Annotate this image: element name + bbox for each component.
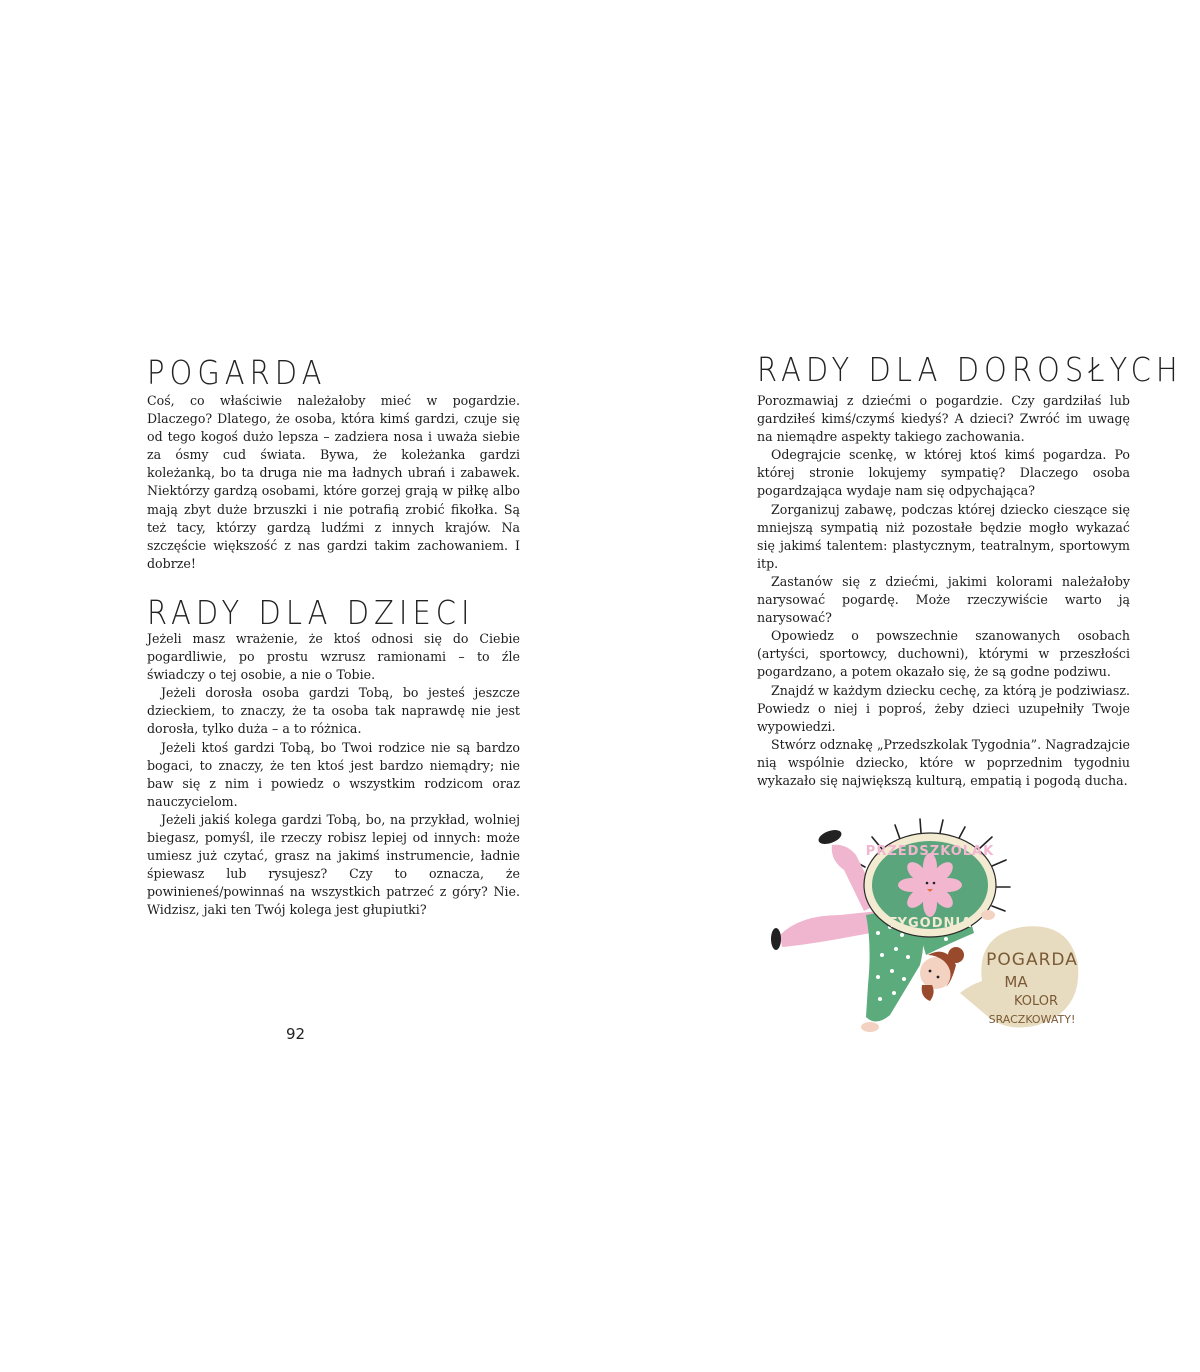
adults-paragraph: Zastanów się z dziećmi, jakimi kolorami należałoby narysować pogardę. Może rzeczywiście warto ją narysować? <box>757 573 1130 626</box>
kids-paragraph: Jeżeli jakiś kolega gardzi Tobą, bo, na przykład, wolniej biegasz, pomyśl, ile rzeczy robisz lepiej od innych: może umiesz już czytać, grasz na jakimś instrumencie, ładnie śpiewasz lub rysujesz? Czy to oznacza, że powinieneś/powinnaś na wszystkich patrzeć z góry? Nie. Widzisz, jaki ten Twój kolega jest głupiutki? <box>147 811 520 918</box>
kids-paragraph: Jeżeli dorosła osoba gardzi Tobą, bo jesteś jeszcze dzieckiem, to znaczy, że ta osoba tak naprawdę nie jest dorosła, tylko duża – a to różnica. <box>147 685 520 737</box>
page-number: 92 <box>286 1025 306 1043</box>
adults-paragraph: Opowiedz o powszechnie szanowanych osobach (artyści, sportowcy, duchowni), którymi w przeszłości pogardzano, a potem okazało się, że są godne podziwu. <box>757 628 1130 680</box>
shoe-icon <box>817 827 844 846</box>
kids-paragraph: Jeżeli ktoś gardzi Tobą, bo Twoi rodzice nie są bardzo bogaci, to znaczy, że ten ktoś jest bardzo niemądry; nie baw się z nim i powiedz o wszystkim rodzicom oraz nauczycielom. <box>147 739 520 809</box>
title-pogarda: POGARDA <box>147 354 327 393</box>
bubble-text: MA <box>1004 973 1028 991</box>
adults-paragraph: Odegrajcie scenkę, w której ktoś kimś pogardza. Po której stronie lokujemy sympatię? Dlaczego osoba pogardzająca wydaje nam się odpychająca? <box>757 447 1130 499</box>
bubble-text: KOLOR <box>1013 994 1059 1009</box>
adults-paragraph: Stwórz odznakę „Przedszkolak Tygodnia”. Nagradzajcie nią wspólnie dziecko, które w poprzednim tygodniu wykazało się największą kulturą, empatią i pogodą ducha. <box>757 736 1130 788</box>
adults-paragraph: Znajdź w każdym dziecku cechę, za którą je podziwiasz. Powiedz o niej i poproś, żeby dzieci uzupełniły Twoje wypowiedzi. <box>757 682 1130 734</box>
title-rady-dla-dzieci: RADY DLA DZIECI <box>147 594 475 633</box>
adults-paragraph: Zorganizuj zabawę, podczas której dziecko cieszące się mniejszą sympatią niż pozostałe będzie mogło wykazać się jakimś talentem: plastycznym, teatralnym, sportowym itp. <box>757 501 1130 571</box>
badge-text-bottom: TYGODNIA <box>887 916 973 931</box>
bubble-text: POGARDA <box>986 950 1078 970</box>
cartwheel-child-illustration <box>760 815 1100 1045</box>
intro-text <box>147 392 520 573</box>
badge-przedszkolak-tygodnia <box>864 833 996 937</box>
hand <box>861 1022 879 1032</box>
speech-bubble <box>960 926 1078 1027</box>
shoe-icon <box>771 928 781 950</box>
bubble-text: SRACZKOWATY! <box>988 1013 1076 1026</box>
adults-advice <box>757 392 1130 790</box>
intro-paragraph: Coś, co właściwie należałoby mieć w pogardzie. Dlaczego? Dlatego, że osoba, która kimś gardzi, czuje się od tego kogoś dużo lepsza – zadziera nosa i uważa siebie za ósmy cud świata. Bywa, że koleżanka gardzi koleżanką, bo ta druga nie ma ładnych ubrań i zabawek. Niektórzy gardzą osobami, które gorzej grają w piłkę albo mają zbyt duże brzuszki i nie potrafią zrobić fikołka. Są też tacy, którzy gardzą ludźmi z innych krajów. Na szczęście większość z nas gardzi takim zachowaniem. I dobrze! <box>147 393 520 571</box>
hand <box>981 910 995 920</box>
adults-paragraph: Porozmawiaj z dziećmi o pogardzie. Czy gardziłaś lub gardziłeś kimś/czymś kiedyś? A dzieci? Zwróć im uwagę na niemądre aspekty takiego zachowania. <box>757 393 1130 445</box>
right-page <box>600 0 1200 1372</box>
title-rady-dla-doroslych: RADY DLA DOROSŁYCH <box>757 351 1183 390</box>
badge-text-top: PRZEDSZKOLAK <box>865 844 995 859</box>
kids-advice <box>147 630 520 920</box>
child-head <box>920 947 964 1001</box>
kids-paragraph: Jeżeli masz wrażenie, że ktoś odnosi się do Ciebie pogardliwie, po prostu wzrusz ramionami – to źle świadczy o tej osobie, a nie o Tobie. <box>147 631 520 683</box>
